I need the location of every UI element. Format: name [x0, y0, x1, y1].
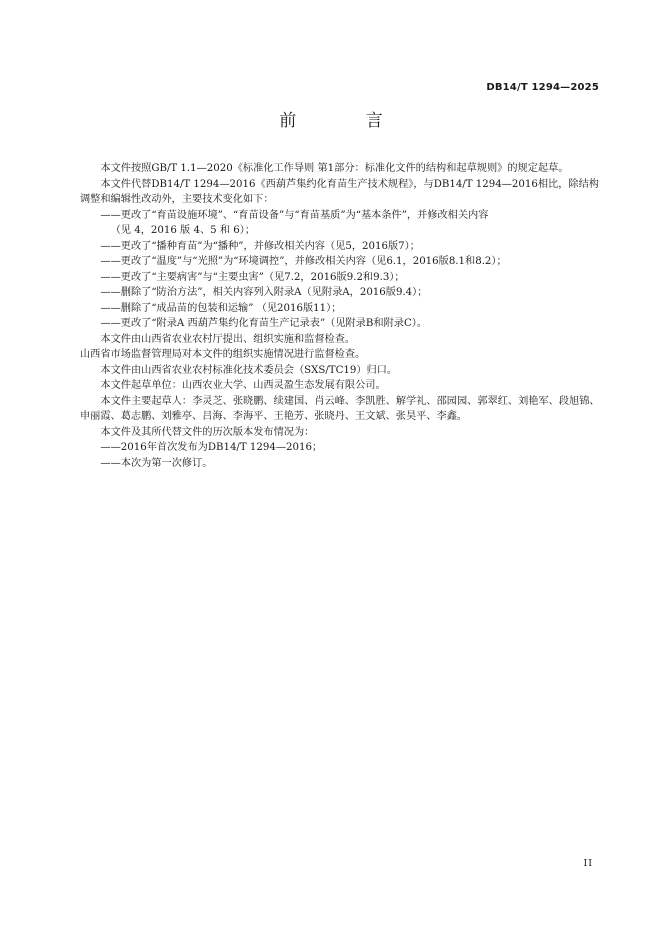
change-item-environment: ——更改了“温度”与“光照”为“环境调控”，并修改相关内容（见6.1，2016版8.1和8.2）；	[100, 256, 507, 267]
change-item-basic-conditions: ——更改了“育苗设施环境”、“育苗设备”与“育苗基质”为“基本条件”，并修改相关内容	[100, 209, 489, 221]
version-item-current: ——本次为第一次修订。	[100, 457, 213, 469]
paragraph-drafting-basis: 本文件按照GB/T 1.1—2020《标准化工作导则 第1部分：标准化文件的结构和起草规则》的规定起草。	[100, 163, 569, 174]
change-item-diseases-pests: ——更改了“主要病害”与“主要虫害”（见7.2，2016版9.2和9.3）；	[100, 271, 405, 283]
paragraph-replacement-statement: 本文件代替DB14/T 1294—2016《西葫芦集约化育苗生产技术规程》，与DB14/T 1294—2016相比，除结构调整和编辑性改动外，主要技术变化如下：	[80, 178, 599, 205]
paragraph-drafting-units: 本文件起草单位：山西农业大学、山西灵盈生态发展有限公司。	[100, 380, 386, 391]
document-code: DB14/T 1294—2025	[486, 82, 599, 93]
change-item-packaging-removed: ——删除了“成品苗的包装和运输” （见2016版11）；	[100, 302, 342, 314]
paragraph-technical-committee: 本文件由山西省农业农村标准化技术委员会（SXS/TC19）归口。	[100, 364, 398, 376]
document-body	[80, 161, 600, 471]
version-item-2016: ——2016年首次发布为DB14/T 1294—2016；	[100, 442, 323, 453]
paragraph-version-history: 本文件及其所代替文件的历次版本发布情况为：	[100, 426, 315, 438]
page-title: 前 言	[279, 111, 415, 131]
change-item-sowing: ——更改了“播种育苗”为“播种”，并修改相关内容（见5，2016版7）；	[100, 240, 420, 252]
change-item-prevention-removed: ——删除了“防治方法”，相关内容列入附录A（见附录A，2016版9.4）；	[100, 287, 428, 298]
page-number: II	[583, 858, 593, 869]
change-item-basic-conditions-ref: （见 4，2016 版 4、5 和 6）；	[110, 225, 256, 236]
change-item-appendix: ——更改了“附录A 西葫芦集约化育苗生产记录表”（见附录B和附录C）。	[100, 318, 428, 329]
paragraph-supervision: 山西省市场监督管理局对本文件的组织实施情况进行监督检查。	[80, 349, 366, 360]
paragraph-drafters: 本文件主要起草人：李灵芝、张晓鹏、续建国、肖云峰、李凯胜、解学礼、邵园园、郭翠红、刘艳军、段旭锦、申丽霞、葛志鹏、刘雅亭、吕海、李海平、王艳芳、张晓丹、王文斌、张昊平、李鑫。	[80, 395, 600, 422]
paragraph-proposer: 本文件由山西省农业农村厅提出、组织实施和监督检查。	[100, 333, 356, 345]
